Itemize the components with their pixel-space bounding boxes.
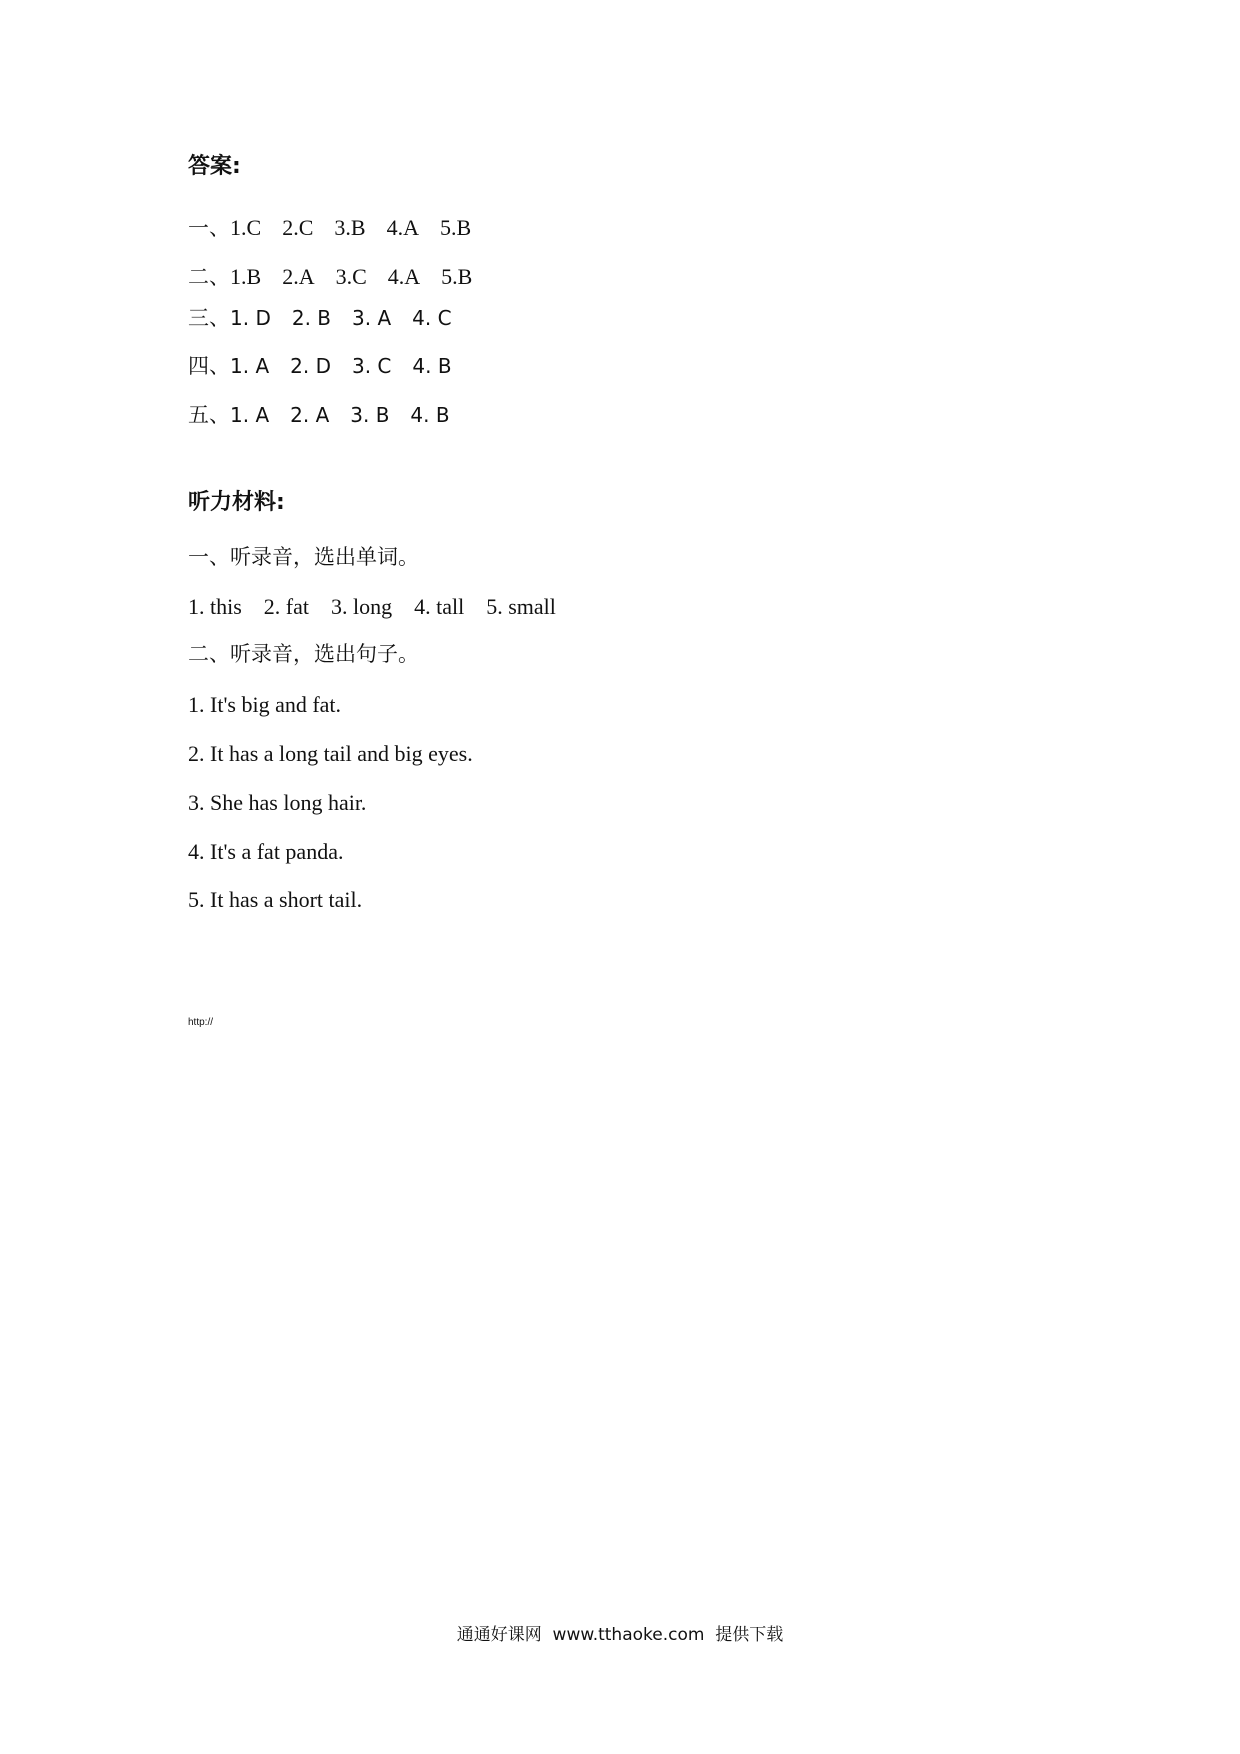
answer-item: 4. B <box>412 354 452 378</box>
answer-item: 4. C <box>412 306 452 330</box>
answer-item: 2.C <box>282 215 314 240</box>
answer-item: 3.B <box>334 215 366 240</box>
url-text: http:// <box>188 1017 214 1028</box>
answer-item: 1.B <box>230 264 262 289</box>
answer-item: 3. B <box>350 403 390 427</box>
answer-item: 2. D <box>290 354 331 378</box>
answer-item: 5.B <box>439 215 472 240</box>
answer-row-prefix: 二、 <box>188 265 230 289</box>
answers-heading: 答案: <box>188 154 241 179</box>
answer-item: 2. A <box>290 403 330 427</box>
answer-item: 2.A <box>282 264 315 289</box>
listening-sentence: 5. It has a short tail. <box>188 887 363 912</box>
answer-row-5 <box>188 399 471 429</box>
answer-item: 1.C <box>230 215 262 240</box>
answer-row-3 <box>188 302 473 332</box>
answer-item: 4. B <box>410 403 450 427</box>
listening-section-2-title: 二、听录音，选出句子。 <box>188 642 419 666</box>
listening-sentence: 2. It has a long tail and big eyes. <box>188 741 473 766</box>
answer-item: 3. A <box>352 306 392 330</box>
answer-item: 5.B <box>441 264 473 289</box>
answer-item: 4.A <box>387 264 421 289</box>
listening-section-1-words: 1. this 2. fat 3. long 4. tall 5. small <box>188 594 556 619</box>
answer-row-prefix: 五、 <box>188 403 230 427</box>
footer-credit: 通通好课网 www.tthaoke.com 提供下载 <box>456 1625 784 1645</box>
answer-item: 1. D <box>230 306 271 330</box>
answer-item: 1. A <box>230 403 270 427</box>
answer-item: 3. C <box>351 354 392 378</box>
answer-item: 2. B <box>291 306 332 330</box>
answer-item: 1. A <box>230 354 270 378</box>
answer-row-1 <box>188 212 492 242</box>
listening-sentence: 1. It's big and fat. <box>188 692 342 717</box>
answer-row-prefix: 三、 <box>188 306 230 330</box>
answer-row-4 <box>188 350 473 380</box>
answer-row-prefix: 四、 <box>188 354 230 378</box>
answer-row-prefix: 一、 <box>188 216 230 240</box>
listening-heading: 听力材料: <box>188 490 285 515</box>
answer-item: 3.C <box>335 264 367 289</box>
answer-item: 4.A <box>386 215 419 240</box>
listening-sentence: 4. It's a fat panda. <box>188 839 344 864</box>
listening-section-1-title: 一、听录音，选出单词。 <box>188 545 419 569</box>
listening-sentence: 3. She has long hair. <box>188 790 367 815</box>
answer-row-2 <box>188 261 493 291</box>
